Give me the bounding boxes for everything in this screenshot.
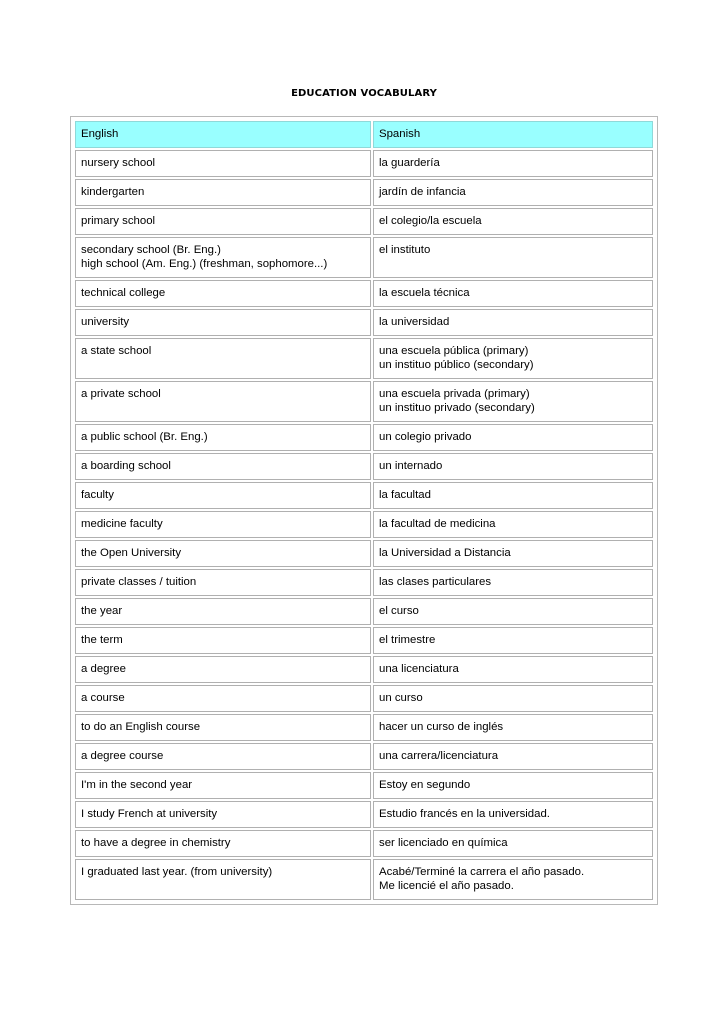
english-term: I'm in the second year — [75, 772, 371, 799]
spanish-term: Estudio francés en la universidad. — [373, 801, 653, 828]
english-term: nursery school — [75, 150, 371, 177]
table-row — [75, 280, 653, 307]
english-term: the year — [75, 598, 371, 625]
table-row — [75, 150, 653, 177]
spanish-term: una escuela privada (primary) un instituo privado (secondary) — [373, 381, 653, 422]
table-row — [75, 540, 653, 567]
english-term: a degree course — [75, 743, 371, 770]
table-row — [75, 627, 653, 654]
header-english: English — [75, 121, 371, 148]
spanish-term: la Universidad a Distancia — [373, 540, 653, 567]
table-row — [75, 511, 653, 538]
english-term: the Open University — [75, 540, 371, 567]
table-row — [75, 208, 653, 235]
spanish-term: un curso — [373, 685, 653, 712]
english-term: university — [75, 309, 371, 336]
english-term: a course — [75, 685, 371, 712]
table-row — [75, 309, 653, 336]
table-row — [75, 424, 653, 451]
spanish-term: la facultad — [373, 482, 653, 509]
spanish-term: la escuela técnica — [373, 280, 653, 307]
english-term: I study French at university — [75, 801, 371, 828]
table-row — [75, 338, 653, 379]
spanish-term: el colegio/la escuela — [373, 208, 653, 235]
table-row — [75, 859, 653, 900]
spanish-term: Acabé/Terminé la carrera el año pasado. Me licencié el año pasado. — [373, 859, 653, 900]
english-term: a state school — [75, 338, 371, 379]
spanish-term: el curso — [373, 598, 653, 625]
spanish-term: hacer un curso de inglés — [373, 714, 653, 741]
english-term: a private school — [75, 381, 371, 422]
spanish-term: un colegio privado — [373, 424, 653, 451]
spanish-term: ser licenciado en química — [373, 830, 653, 857]
spanish-term: una licenciatura — [373, 656, 653, 683]
table-row — [75, 714, 653, 741]
spanish-term: una escuela pública (primary) un instituo público (secondary) — [373, 338, 653, 379]
spanish-term: la facultad de medicina — [373, 511, 653, 538]
spanish-term: el instituto — [373, 237, 653, 278]
table-row — [75, 598, 653, 625]
english-term: secondary school (Br. Eng.) high school (Am. Eng.) (freshman, sophomore...) — [75, 237, 371, 278]
spanish-term: la guardería — [373, 150, 653, 177]
table-row — [75, 830, 653, 857]
english-term: a public school (Br. Eng.) — [75, 424, 371, 451]
english-term: primary school — [75, 208, 371, 235]
table-row — [75, 237, 653, 278]
english-term: private classes / tuition — [75, 569, 371, 596]
spanish-term: las clases particulares — [373, 569, 653, 596]
spanish-term: jardín de infancia — [373, 179, 653, 206]
english-term: technical college — [75, 280, 371, 307]
table-row — [75, 685, 653, 712]
table-row — [75, 801, 653, 828]
english-term: a boarding school — [75, 453, 371, 480]
english-term: faculty — [75, 482, 371, 509]
table-row — [75, 569, 653, 596]
spanish-term: Estoy en segundo — [373, 772, 653, 799]
table-row — [75, 179, 653, 206]
english-term: to have a degree in chemistry — [75, 830, 371, 857]
spanish-term: la universidad — [373, 309, 653, 336]
english-term: medicine faculty — [75, 511, 371, 538]
spanish-term: el trimestre — [373, 627, 653, 654]
table-row — [75, 453, 653, 480]
english-term: the term — [75, 627, 371, 654]
spanish-term: un internado — [373, 453, 653, 480]
header-spanish: Spanish — [373, 121, 653, 148]
table-row — [75, 656, 653, 683]
page-title: EDUCATION VOCABULARY — [291, 88, 437, 99]
table-row — [75, 381, 653, 422]
english-term: I graduated last year. (from university) — [75, 859, 371, 900]
english-term: kindergarten — [75, 179, 371, 206]
table-row — [75, 772, 653, 799]
vocabulary-table — [70, 116, 658, 905]
table-header-row — [75, 121, 653, 148]
spanish-term: una carrera/licenciatura — [373, 743, 653, 770]
table-row — [75, 743, 653, 770]
table-row — [75, 482, 653, 509]
english-term: a degree — [75, 656, 371, 683]
english-term: to do an English course — [75, 714, 371, 741]
